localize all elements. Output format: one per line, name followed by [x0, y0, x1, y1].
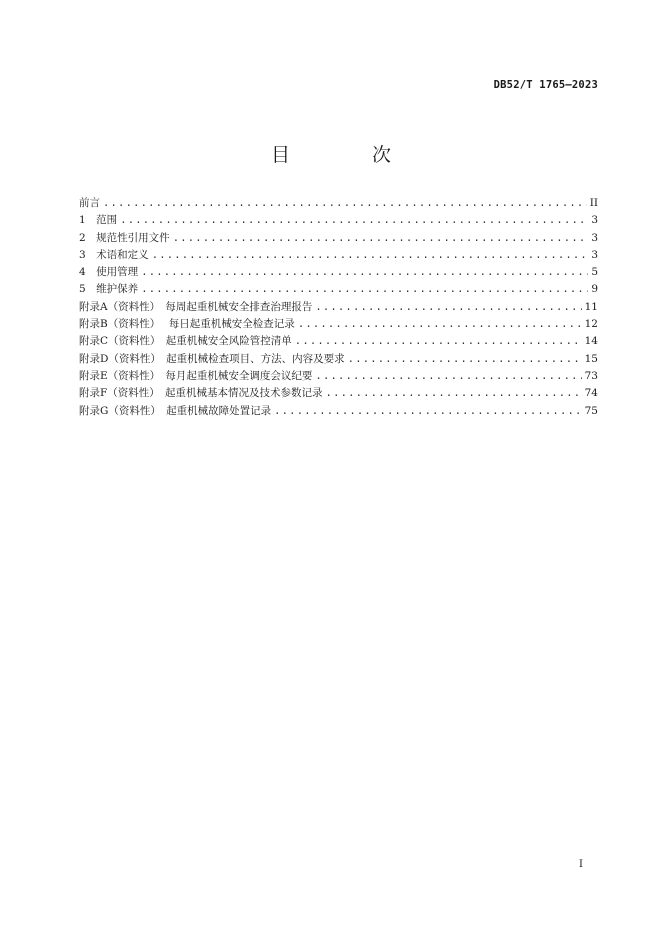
toc-entry-label: 附录E（资料性） 每月起重机械安全调度会议纪要	[79, 369, 313, 382]
document-code: DB52/T 1765—2023	[493, 79, 598, 91]
toc-entry-label: 附录G（资料性） 起重机械故障处置记录	[79, 404, 272, 417]
toc-entry-scope[interactable]	[79, 212, 598, 229]
table-of-contents	[79, 195, 598, 420]
toc-dot-leader	[274, 403, 581, 420]
toc-entry-foreword[interactable]	[79, 195, 598, 212]
toc-entry-page: II	[589, 197, 598, 209]
toc-entry-label: 4 使用管理	[79, 266, 139, 279]
toc-entry-page: 15	[584, 352, 598, 365]
toc-entry-label: 附录B（资料性） 每日起重机械安全检查记录	[79, 318, 295, 331]
toc-dot-leader	[326, 385, 582, 402]
toc-entry-appendix-a[interactable]	[79, 299, 598, 316]
toc-entry-label: 附录D（资料性） 起重机械检查项目、方法、内容及要求	[79, 352, 345, 365]
toc-dot-leader	[141, 264, 588, 281]
toc-dot-leader	[103, 195, 587, 212]
page-number: I	[579, 859, 583, 870]
toc-dot-leader	[348, 351, 582, 368]
toc-entry-page: 5	[591, 266, 598, 279]
toc-entry-appendix-g[interactable]	[79, 403, 598, 420]
toc-entry-usage-management[interactable]	[79, 264, 598, 281]
toc-dot-leader	[295, 333, 582, 350]
toc-entry-page: 12	[584, 318, 598, 331]
toc-entry-page: 73	[584, 369, 598, 382]
toc-dot-leader	[152, 247, 589, 264]
toc-entry-appendix-c[interactable]	[79, 333, 598, 350]
toc-dot-leader	[315, 299, 581, 316]
toc-entry-label: 附录A（资料性） 每周起重机械安全排查治理报告	[79, 300, 313, 313]
toc-entry-label: 3 术语和定义	[79, 248, 149, 261]
toc-entry-appendix-f[interactable]	[79, 385, 598, 402]
toc-entry-label: 1 范围	[79, 214, 118, 227]
toc-entry-page: 11	[584, 300, 598, 313]
toc-entry-page: 14	[584, 335, 598, 348]
toc-entry-terms-definitions[interactable]	[79, 247, 598, 264]
toc-entry-page: 74	[584, 387, 598, 400]
toc-entry-page: 3	[591, 248, 598, 261]
toc-entry-label: 前言	[79, 197, 100, 209]
toc-entry-label: 2 规范性引用文件	[79, 231, 170, 244]
toc-entry-appendix-b[interactable]	[79, 316, 598, 333]
toc-entry-label: 附录F（资料性） 起重机械基本情况及技术参数记录	[79, 387, 323, 400]
toc-entry-appendix-d[interactable]	[79, 351, 598, 368]
toc-entry-label: 附录C（资料性） 起重机械安全风险管控清单	[79, 335, 292, 348]
toc-dot-leader	[173, 230, 589, 247]
toc-dot-leader	[120, 212, 588, 229]
toc-entry-maintenance[interactable]	[79, 281, 598, 298]
toc-entry-page: 3	[591, 231, 598, 244]
toc-entry-page: 3	[591, 214, 598, 227]
toc-dot-leader	[141, 281, 588, 298]
toc-dot-leader	[298, 316, 582, 333]
page-title: 目 次	[270, 144, 430, 166]
toc-dot-leader	[315, 368, 581, 385]
toc-entry-label: 5 维护保养	[79, 283, 139, 296]
toc-entry-page: 9	[591, 283, 598, 296]
toc-entry-page: 75	[584, 404, 598, 417]
toc-entry-normative-references[interactable]	[79, 230, 598, 247]
toc-entry-appendix-e[interactable]	[79, 368, 598, 385]
